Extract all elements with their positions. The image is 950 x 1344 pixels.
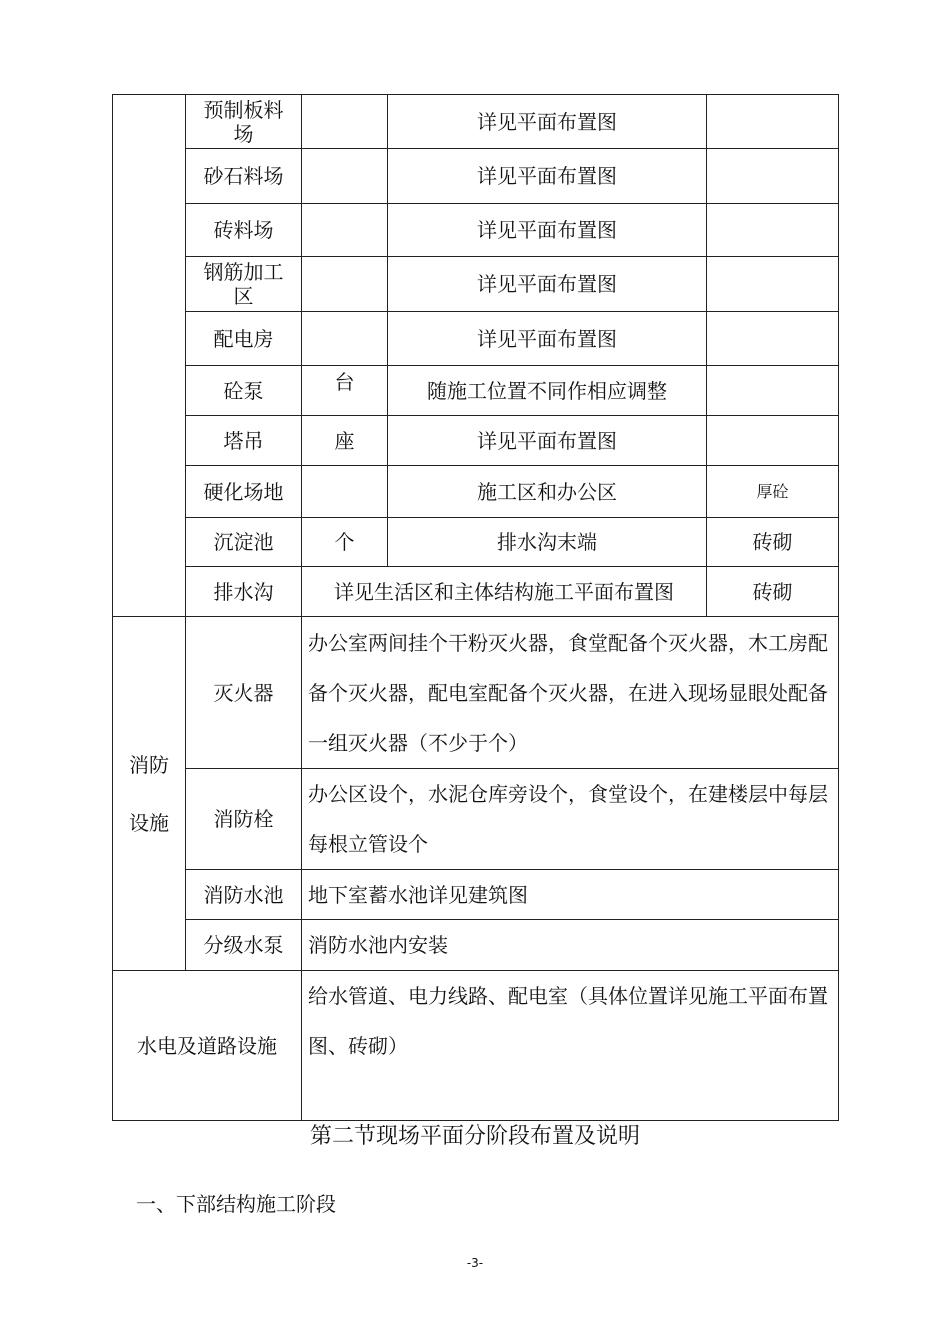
facility-name: 硬化场地 [186,466,302,518]
facility-unit [302,312,388,366]
facility-note [707,366,839,416]
facility-note: 砖砌 [707,518,839,567]
facility-unit [302,95,388,149]
facility-name: 塔吊 [186,416,302,466]
facility-desc: 详见平面布置图 [388,95,707,149]
category-cell-blank [113,95,186,617]
facility-name: 砖料场 [186,204,302,257]
facility-unit: 台 [302,366,388,416]
fire-item-name: 消防水池 [186,870,302,920]
facility-name: 砂石料场 [186,149,302,204]
subheading: 一、下部结构施工阶段 [136,1192,336,1216]
facility-desc: 详见平面布置图 [388,312,707,366]
facility-desc: 随施工位置不同作相应调整 [388,366,707,416]
table-row [113,466,839,518]
utilities-category: 水电及道路设施 [113,971,302,1121]
facility-desc: 详见生活区和主体结构施工平面布置图 [302,567,707,617]
facility-desc: 详见平面布置图 [388,149,707,204]
table-row [113,95,839,149]
facility-name: 排水沟 [186,567,302,617]
table-row [113,567,839,617]
facility-note [707,312,839,366]
fire-item-name: 消防栓 [186,769,302,870]
facility-desc: 详见平面布置图 [388,204,707,257]
facility-table [112,94,839,1121]
table-row [113,149,839,204]
section-title: 第二节现场平面分阶段布置及说明 [309,1124,640,1149]
fire-category: 消防设施 [113,617,186,971]
table-row [113,366,839,416]
table-row [113,416,839,466]
table-row [113,257,839,312]
facility-note [707,149,839,204]
facility-note: 厚砼 [707,466,839,518]
facility-note [707,204,839,257]
facility-desc: 详见平面布置图 [388,416,707,466]
table-row [113,870,839,920]
fire-item-desc: 办公室两间挂个干粉灭火器，食堂配备个灭火器，木工房配备个灭火器，配电室配备个灭火器，在进入现场显眼处配备一组灭火器（不少于个） [302,617,839,769]
facility-unit: 座 [302,416,388,466]
table-row [113,518,839,567]
facility-unit [302,149,388,204]
facility-unit [302,204,388,257]
fire-item-desc: 地下室蓄水池详见建筑图 [302,870,839,920]
table-row [113,204,839,257]
fire-item-name: 分级水泵 [186,920,302,971]
facility-note [707,95,839,149]
fire-item-desc: 办公区设个，水泥仓库旁设个，食堂设个，在建楼层中每层每根立管设个 [302,769,839,870]
facility-unit: 个 [302,518,388,567]
page-number: -3- [466,1256,484,1270]
facility-note [707,416,839,466]
facility-name: 砼泵 [186,366,302,416]
facility-name: 沉淀池 [186,518,302,567]
facility-name: 钢筋加工区 [186,257,302,312]
facility-desc: 施工区和办公区 [388,466,707,518]
fire-item-name: 灭火器 [186,617,302,769]
facility-name: 配电房 [186,312,302,366]
table-row [113,312,839,366]
facility-desc: 详见平面布置图 [388,257,707,312]
table-row [113,971,839,1121]
table-row [113,617,839,769]
utilities-desc: 给水管道、电力线路、配电室（具体位置详见施工平面布置图、砖砌） [302,971,839,1121]
fire-item-desc: 消防水池内安装 [302,920,839,971]
facility-unit [302,257,388,312]
facility-note [707,257,839,312]
table-row [113,769,839,870]
facility-unit [302,466,388,518]
facility-desc: 排水沟末端 [388,518,707,567]
facility-name: 预制板料场 [186,95,302,149]
facility-note: 砖砌 [707,567,839,617]
table-row [113,920,839,971]
